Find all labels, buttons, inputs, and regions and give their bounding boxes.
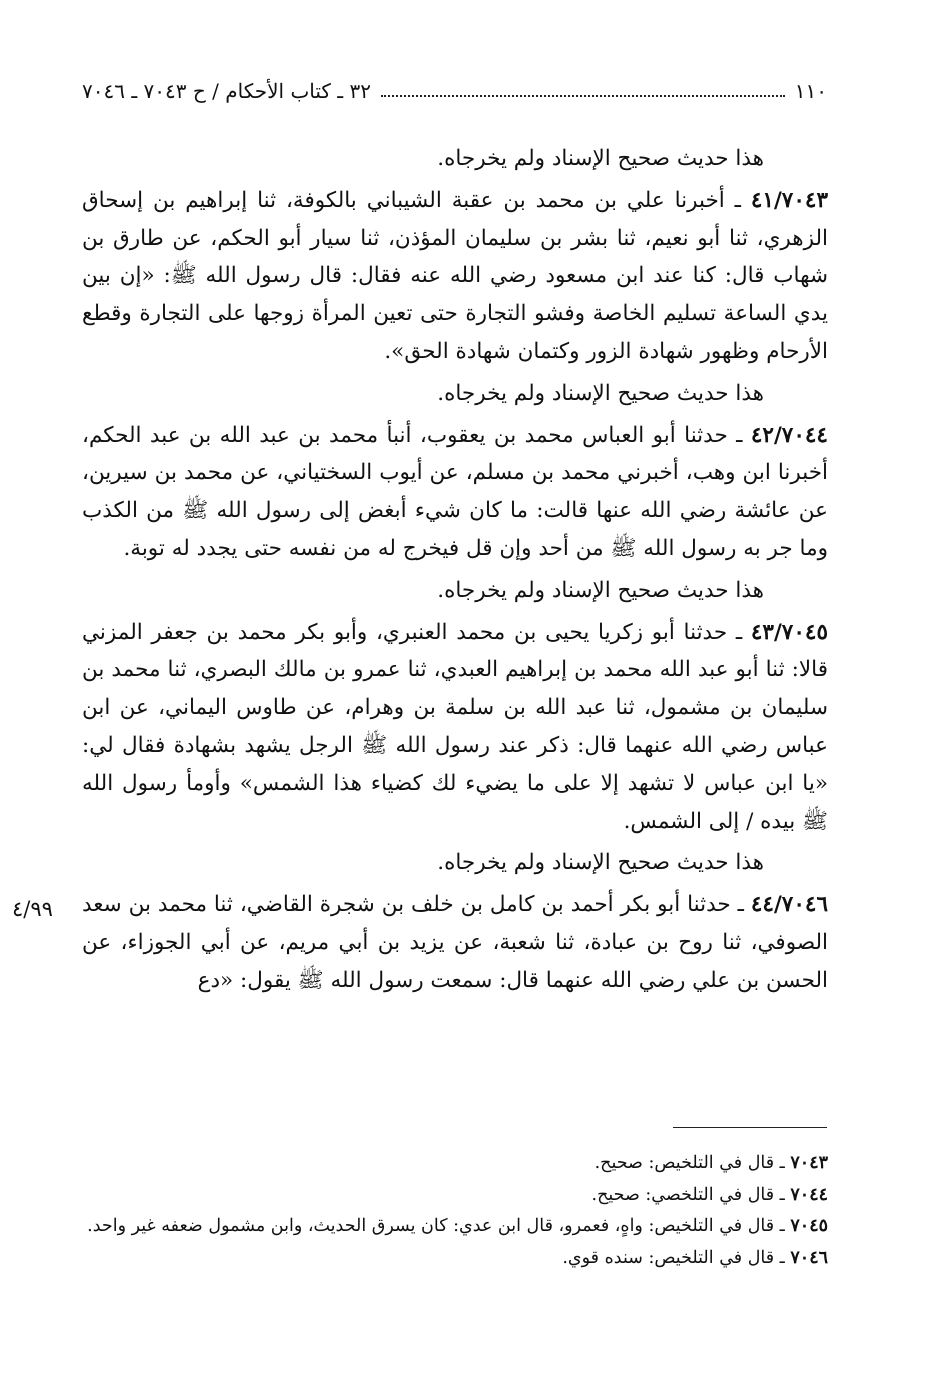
footnote-text: ـ قال في التلخيص: صحيح. [594, 1153, 785, 1173]
verdict-line: هذا حديث صحيح الإسناد ولم يخرجاه. [437, 146, 764, 171]
page-number: ١١٠ [794, 79, 827, 103]
hadith-number: ٤٤/٧٠٤٦ [750, 892, 828, 918]
footnote-text: ـ قال في التلخيص: سنده قوي. [562, 1247, 785, 1268]
hadith-paragraph [82, 614, 828, 841]
hadith-text: ـ حدثنا أبو العباس محمد بن يعقوب، أنبأ محمد بن عبد الله بن عبد الحكم، أخبرنا ابن وهب، أخبرني محمد بن مسلم، عن أيوب السختياني، عن محمد بن سيرين، عن عائشة رضي الله عنها قالت: ما كان شيء أبغض إلى رسول الله ﷺ من الكذب وما جر به رسول الله ﷺ من أحد وإن قل فيخرج له من نفسه حتى يجدد له توبة. [82, 422, 828, 561]
footnote-separator [673, 1127, 827, 1128]
hadith-text: ـ حدثنا أبو زكريا يحيى بن محمد العنبري، وأبو بكر محمد بن جعفر المزني قالا: ثنا أبو عبد الله محمد بن إبراهيم العبدي، ثنا عمرو بن مالك البصري، ثنا محمد بن سليمان بن مشمول، ثنا عبد الله بن سلمة بن وهرام، عن طاوس اليماني، عن ابن عباس رضي الله عنهما قال: ذكر عند رسول الله ﷺ الرجل يشهد بشهادة فقال لي: «يا ابن عباس لا تشهد إلا على ما يضيء لك كضياء هذا الشمس» وأومأ رسول الله ﷺ بيده / إلى الشمس. [82, 619, 828, 834]
header-dot-leader [381, 95, 785, 97]
footnote-number: ٧٠٤٣ [790, 1153, 828, 1173]
footnote-number: ٧٠٤٦ [790, 1247, 828, 1268]
hadith-text: ـ حدثنا أبو بكر أحمد بن كامل بن خلف بن شجرة القاضي، ثنا محمد بن سعد الصوفي، ثنا روح بن عبادة، ثنا شعبة، عن يزيد بن أبي مريم، عن أبي الجوزاء، عن الحسن بن علي رضي الله عنهما قال: سمعت رسول الله ﷺ يقول: «دع [82, 892, 828, 993]
running-title: ٣٢ ـ كتاب الأحكام / ح ٧٠٤٣ ـ ٧٠٤٦ [82, 79, 371, 103]
hadith-number: ٤١/٧٠٤٣ [750, 187, 828, 213]
hadith-text: ـ أخبرنا علي بن محمد بن عقبة الشيباني بالكوفة، ثنا إبراهيم بن إسحاق الزهري، ثنا أبو نعيم، ثنا بشر بن سليمان المؤذن، ثنا سيار أبو الحكم، عن طارق بن شهاب قال: كنا عند ابن مسعود رضي الله عنه فقال: قال رسول الله ﷺ: «إن بين يدي الساعة تسليم الخاصة وفشو التجارة حتى تعين المرأة زوجها على التجارة وقطع الأرحام وظهور شهادة الزور وكتمان شهادة الحق». [82, 187, 828, 364]
footnote-item [82, 1180, 828, 1212]
hadith-paragraph [82, 886, 828, 999]
verdict-line: هذا حديث صحيح الإسناد ولم يخرجاه. [437, 577, 764, 603]
hadith-number: ٤٢/٧٠٤٤ [750, 422, 828, 448]
footnotes [82, 1148, 828, 1274]
hadith-paragraph [82, 417, 828, 568]
running-header [82, 76, 827, 106]
footnote-text: ـ قال في التلخيص: واهٍ، فعمرو، قال ابن عدي: كان يسرق الحديث، وابن مشمول ضعفه غير واحد. [87, 1216, 785, 1236]
verdict-line: هذا حديث صحيح الإسناد ولم يخرجاه. [437, 850, 764, 876]
hadith-number: ٤٣/٧٠٤٥ [750, 619, 828, 645]
footnote-text: ـ قال في التلخصي: صحيح. [591, 1184, 785, 1205]
footnote-number: ٧٠٤٥ [790, 1216, 828, 1236]
verdict-line: هذا حديث صحيح الإسناد ولم يخرجاه. [437, 380, 764, 406]
footnote-item [82, 1211, 828, 1243]
main-text [82, 136, 828, 1000]
footnote-number: ٧٠٤٤ [790, 1184, 828, 1205]
hadith-paragraph [82, 182, 828, 371]
margin-page-reference: ٤/٩٩ [12, 897, 53, 921]
footnote-item [82, 1243, 828, 1275]
footnote-item [82, 1148, 828, 1180]
